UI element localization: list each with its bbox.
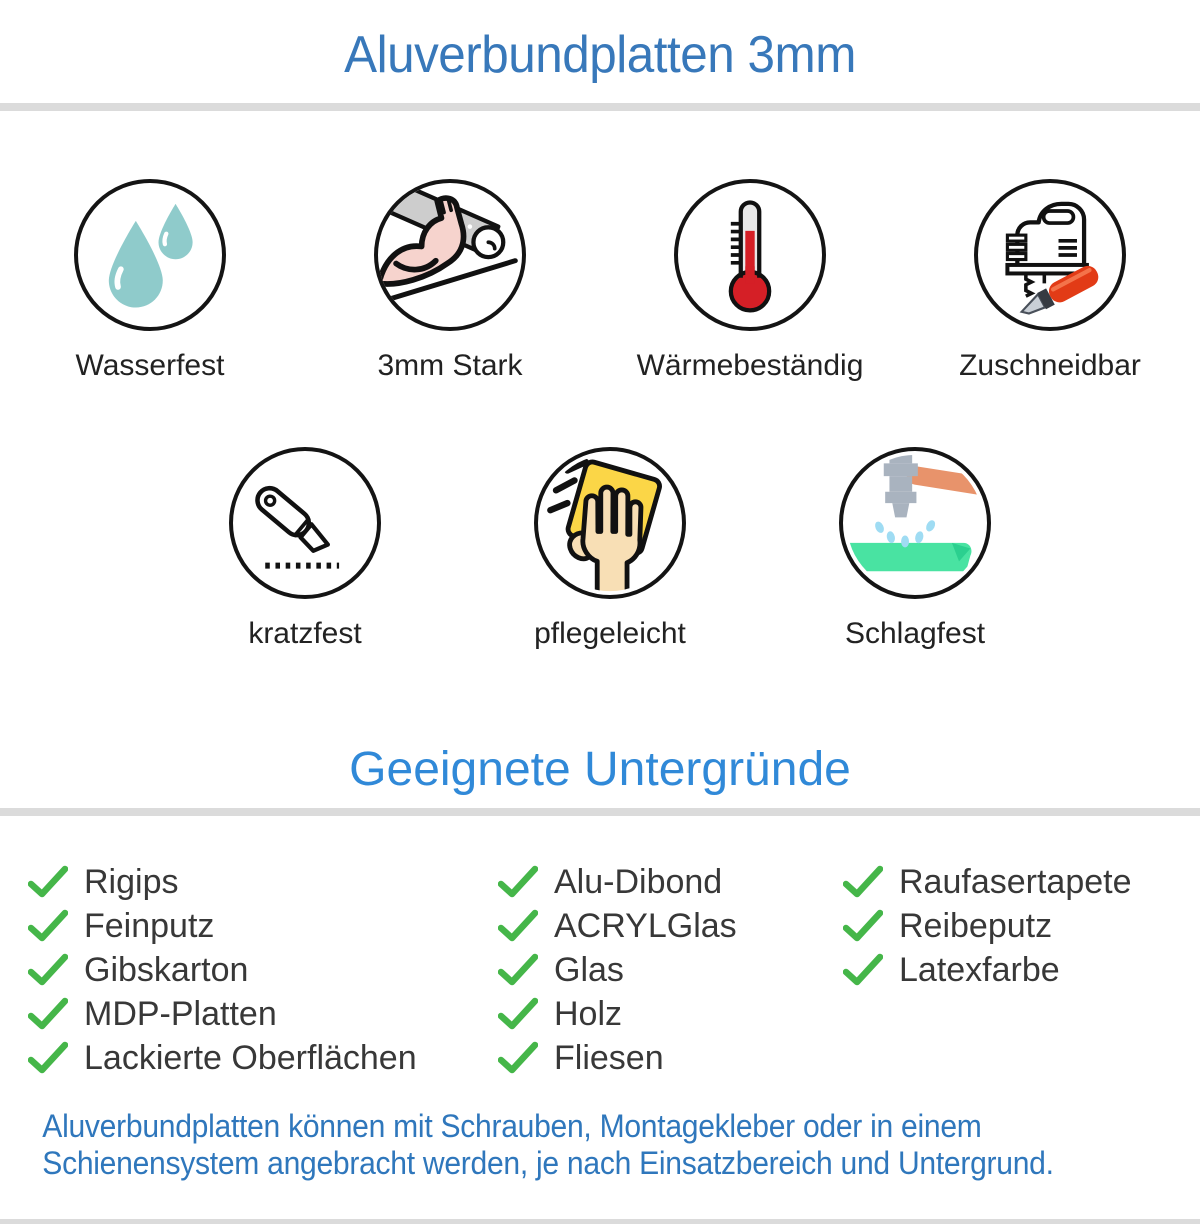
list-item (28, 904, 498, 948)
checkmark-icon (28, 1041, 68, 1075)
cleaning-hand-cloth-icon (534, 447, 686, 599)
utility-knife-icon (229, 447, 381, 599)
list-item (498, 904, 843, 948)
list-item (843, 948, 1200, 992)
checkmark-icon (843, 953, 883, 987)
divider-bottom (0, 1219, 1200, 1224)
substrate-label: Latexfarbe (899, 950, 1060, 989)
substrate-label: Feinputz (84, 906, 215, 945)
feature-label: Wasserfest (75, 349, 225, 382)
feature-label: Wärmebeständig (636, 349, 864, 382)
mounting-note-line2: Schienensystem angebracht werden, je nach Einsatzbereich und Untergrund. (42, 1145, 1054, 1181)
substrate-label: ACRYLGlas (554, 906, 737, 945)
page-title: Aluverbundplatten 3mm (344, 26, 856, 84)
checkmark-icon (498, 997, 538, 1031)
section-title-untergruende: Geeignete Untergründe (349, 743, 851, 796)
flexed-arm-panel-icon (374, 179, 526, 331)
feature-label: Zuschneidbar (959, 349, 1141, 382)
substrate-column-3 (843, 860, 1200, 1080)
substrate-label: Lackierte Oberflächen (84, 1038, 417, 1077)
substrate-label: Raufasertapete (899, 862, 1132, 901)
feature-label: 3mm Stark (377, 349, 523, 382)
substrate-label: Reibeputz (899, 906, 1053, 945)
jigsaw-cutter-icon (974, 179, 1126, 331)
list-item (498, 1036, 843, 1080)
feature-zuschneidbar (900, 179, 1200, 385)
substrate-grid (0, 860, 1200, 1080)
checkmark-icon (28, 953, 68, 987)
checkmark-icon (498, 909, 538, 943)
list-item (843, 860, 1200, 904)
feature-row-2 (0, 447, 1200, 653)
list-item (28, 948, 498, 992)
substrate-label: Holz (554, 994, 623, 1033)
hammer-impact-icon (839, 447, 991, 599)
thermometer-icon (674, 179, 826, 331)
checkmark-icon (843, 909, 883, 943)
checkmark-icon (498, 953, 538, 987)
feature-waermebestaendig (600, 179, 900, 385)
substrate-label: MDP-Platten (84, 994, 277, 1033)
water-drops-icon (74, 179, 226, 331)
list-item (28, 1036, 498, 1080)
checkmark-icon (28, 909, 68, 943)
feature-label: Schlagfest (844, 617, 986, 650)
feature-pflegeleicht (460, 447, 760, 653)
feature-row-1 (0, 179, 1200, 385)
checkmark-icon (498, 1041, 538, 1075)
list-item (498, 948, 843, 992)
feature-label: kratzfest (248, 617, 362, 650)
substrate-label: Alu-Dibond (554, 862, 723, 901)
feature-kratzfest (155, 447, 455, 653)
feature-3mm-stark (300, 179, 600, 385)
feature-wasserfest (0, 179, 300, 385)
feature-label: pflegeleicht (534, 617, 686, 650)
substrate-label: Gibskarton (84, 950, 249, 989)
list-item (498, 860, 843, 904)
divider-middle (0, 808, 1200, 816)
list-item (28, 992, 498, 1036)
checkmark-icon (843, 865, 883, 899)
substrate-label: Glas (554, 950, 624, 989)
divider-top (0, 103, 1200, 111)
substrate-label: Fliesen (554, 1038, 664, 1077)
checkmark-icon (498, 865, 538, 899)
checkmark-icon (28, 997, 68, 1031)
substrate-column-2 (498, 860, 843, 1080)
mounting-note (0, 1108, 1128, 1182)
list-item (498, 992, 843, 1036)
list-item (28, 860, 498, 904)
list-item (843, 904, 1200, 948)
checkmark-icon (28, 865, 68, 899)
substrate-label: Rigips (84, 862, 179, 901)
substrate-column-1 (28, 860, 498, 1080)
feature-schlagfest (765, 447, 1065, 653)
mounting-note-line1: Aluverbundplatten können mit Schrauben, Montagekleber oder in einem (42, 1108, 982, 1144)
